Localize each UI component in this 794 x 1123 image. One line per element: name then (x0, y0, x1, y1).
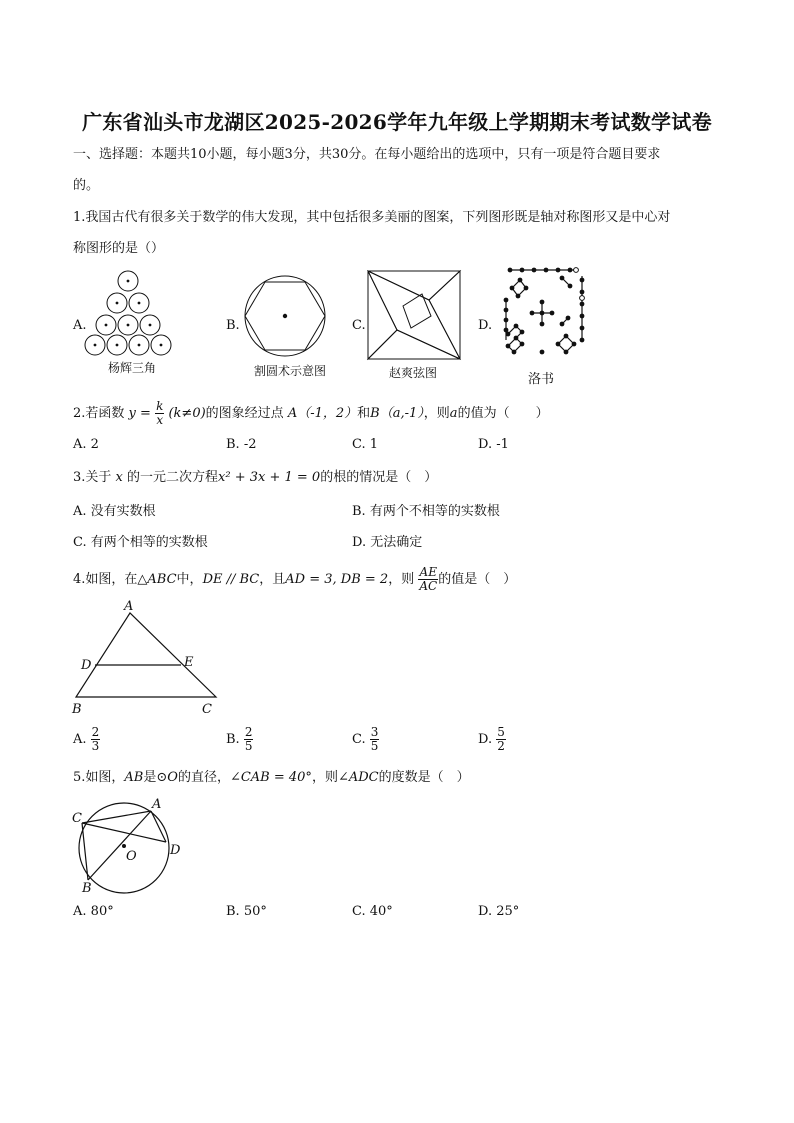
q5-label-d: D (170, 843, 181, 858)
q1-option-d-label[interactable]: D. (478, 318, 493, 333)
q4-triangle-figure (68, 597, 228, 717)
q5-stem: 5.如图，AB是⊙O的直径，∠CAB = 40°，则∠ADC的度数是（ ） (73, 770, 470, 785)
q2-option-d[interactable]: D. -1 (478, 437, 509, 452)
q4-option-b[interactable]: B. $\frac{2}{5}$ (226, 725, 253, 753)
q1-stem-line2: 称图形的是（） (73, 241, 165, 256)
q2-stem: 2.若函数 y = $\frac{k}{x}$ (k≠0)的图象经过点 A（-1，2）和B（a,-1），则a的值为（ ） (73, 399, 549, 427)
q1-option-b-label[interactable]: B. (226, 318, 240, 333)
q3-option-c[interactable]: C. 有两个相等的实数根 (73, 535, 208, 550)
q5-circle-figure (68, 796, 198, 896)
q1-option-b-caption: 割圆术示意图 (254, 364, 327, 378)
section-header-line2: 的。 (73, 178, 100, 193)
q5-option-b[interactable]: B. 50° (226, 904, 267, 919)
q5-option-c[interactable]: C. 40° (352, 904, 393, 919)
page-title: 广东省汕头市龙湖区2025-2026学年九年级上学期期末考试数学试卷 (82, 110, 712, 134)
q4-stem: 4.如图，在△ABC中，DE // BC，且AD = 3, DB = 2，则 $\frac{AE}{AC}$ 的值是（ ） (73, 565, 517, 593)
q2-option-b[interactable]: B. -2 (226, 437, 257, 452)
q3-option-a[interactable]: A. 没有实数根 (73, 504, 156, 519)
q1-option-a-caption: 杨辉三角 (108, 361, 157, 375)
q4-option-c[interactable]: C. $\frac{3}{5}$ (352, 725, 379, 753)
q4-option-d[interactable]: D. $\frac{5}{2}$ (478, 725, 505, 753)
q2-option-a[interactable]: A. 2 (73, 437, 99, 452)
yanghui-triangle-figure (86, 270, 186, 360)
q4-label-b: B (72, 702, 82, 717)
q1-option-d-caption: 洛书 (528, 372, 555, 387)
q3-option-b[interactable]: B. 有两个不相等的实数根 (352, 504, 500, 519)
section-header-line1: 一、选择题：本题共10小题，每小题3分，共30分。在每小题给出的选项中，只有一项是符合题目要求 (73, 147, 661, 162)
q4-label-e: E (184, 655, 194, 670)
q3-option-d[interactable]: D. 无法确定 (352, 535, 423, 550)
zhaoshuang-figure (367, 270, 467, 365)
q4-label-d: D (81, 658, 92, 673)
q5-label-b: B (82, 881, 92, 896)
q5-label-c: C (72, 811, 82, 826)
q5-option-d[interactable]: D. 25° (478, 904, 520, 919)
q1-option-c-caption: 赵爽弦图 (389, 366, 438, 380)
q5-label-o: O (126, 849, 137, 864)
q1-option-c-label[interactable]: C. (352, 318, 366, 333)
q2-option-c[interactable]: C. 1 (352, 437, 379, 452)
q1-stem-line1: 1.我国古代有很多关于数学的伟大发现，其中包括很多美丽的图案，下列图形既是轴对称图形又是中心对 (73, 210, 671, 225)
q3-stem: 3.关于 x 的一元二次方程x² + 3x + 1 = 0的根的情况是（ ） (73, 470, 438, 485)
q4-option-a[interactable]: A. $\frac{2}{3}$ (73, 725, 100, 753)
luoshu-figure (492, 264, 592, 359)
geyuanshu-figure (241, 276, 331, 366)
q1-option-a-label[interactable]: A. (73, 318, 87, 333)
q5-label-a: A (152, 797, 162, 812)
q4-label-a: A (124, 599, 134, 614)
q5-option-a[interactable]: A. 80° (73, 904, 114, 919)
q4-label-c: C (202, 702, 212, 717)
